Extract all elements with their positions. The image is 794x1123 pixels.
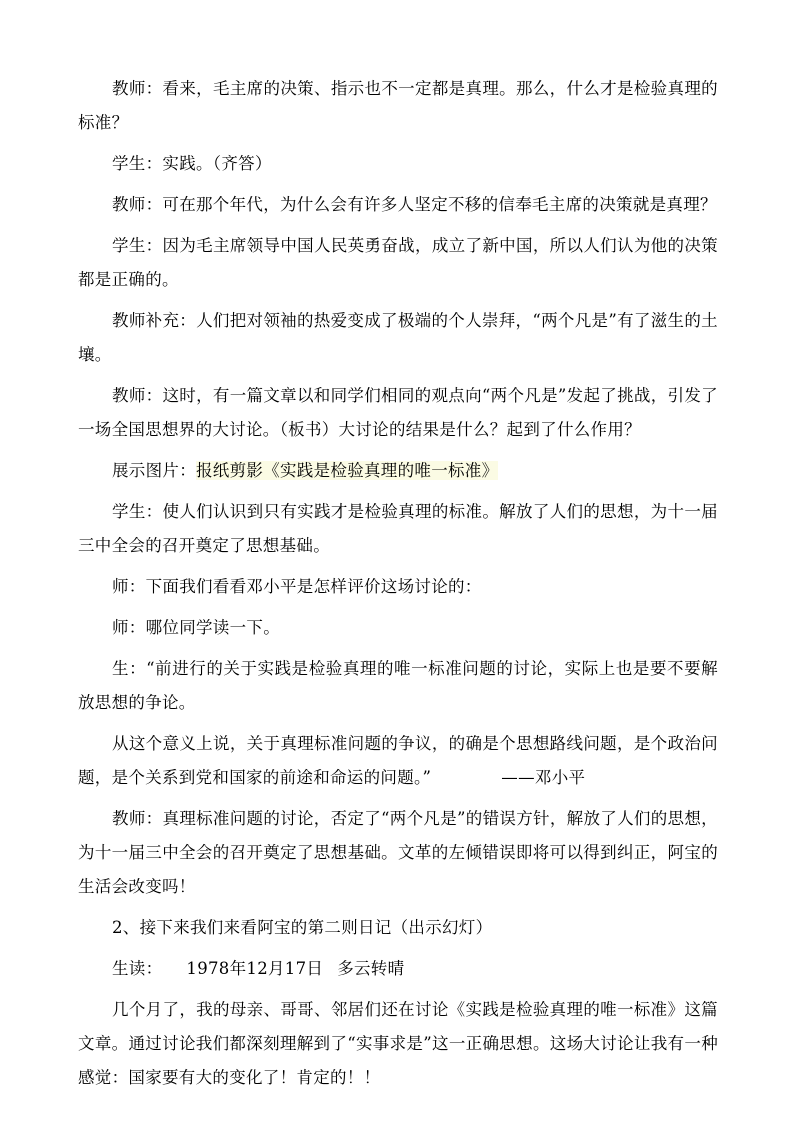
- diary-weather: 多云转晴: [337, 959, 405, 978]
- paragraph-section-2: 2、接下来我们来看阿宝的第二则日记（出示幻灯）: [112, 918, 493, 937]
- paragraph-diary-body: 几个月了，我的母亲、哥哥、邻居们还在讨论《实践是检验真理的唯一标准》这篇文章。通过讨论我们都深刻理解到了“实事求是”这一正确思想。这场大讨论让我有一种感觉：国家要有大的变化了！肯定的！！: [78, 1000, 718, 1087]
- paragraph-student-1: 学生：实践。（齐答）: [112, 154, 272, 173]
- paragraph-teacher-5: 师：哪位同学读一下。: [112, 618, 280, 637]
- quote-text: 从这个意义上说，关于真理标准问题的争议，的确是个思想路线问题，是个政治问题，是个关系到党和国家的前途和命运的问题。”: [78, 734, 718, 787]
- paragraph-teacher-6: 教师：真理标准问题的讨论，否定了“两个凡是”的错误方针，解放了人们的思想，为十一届三中全会的召开奠定了思想基础。文革的左倾错误即将可以得到纠正，阿宝的生活会改变吗！: [78, 809, 718, 896]
- paragraph-student-quote: 生：“前进行的关于实践是检验真理的唯一标准问题的讨论，实际上也是要不要解放思想的争论。: [78, 659, 718, 712]
- paragraph-show-image: [78, 454, 718, 488]
- paragraph-teacher-4: 师：下面我们看看邓小平是怎样评价这场讨论的：: [112, 577, 482, 596]
- show-image-label: 展示图片：: [112, 461, 196, 480]
- paragraph-student-2: 学生：因为毛主席领导中国人民英勇奋战，成立了新中国，所以人们认为他的决策都是正确的。: [78, 236, 718, 289]
- paragraph-student-3: 学生：使人们认识到只有实践才是检验真理的标准。解放了人们的思想，为十一届三中全会的召开奠定了思想基础。: [78, 502, 718, 555]
- diary-reader-label: 生读：: [112, 959, 163, 978]
- paragraph-quote-continued: [78, 727, 718, 795]
- paragraph-teacher-supplement: 教师补充：人们把对领袖的热爱变成了极端的个人崇拜，“两个凡是”有了滋生的土壤。: [78, 311, 718, 364]
- newspaper-clipping-title: 报纸剪影《实践是检验真理的唯一标准》: [196, 461, 499, 480]
- quote-signature: ——邓小平: [501, 768, 586, 787]
- paragraph-teacher-2: 教师：可在那个年代，为什么会有许多人坚定不移的信奉毛主席的决策就是真理？: [112, 195, 717, 214]
- document-body: [78, 72, 718, 1102]
- paragraph-teacher-1: 教师：看来，毛主席的决策、指示也不一定都是真理。那么，什么才是检验真理的标准？: [78, 79, 718, 132]
- paragraph-diary-header: [78, 952, 718, 986]
- paragraph-teacher-3: 教师：这时，有一篇文章以和同学们相同的观点向“两个凡是”发起了挑战，引发了一场全国思想界的大讨论。（板书）大讨论的结果是什么？起到了什么作用？: [78, 386, 718, 439]
- diary-date: 1978年12月17日: [186, 959, 324, 978]
